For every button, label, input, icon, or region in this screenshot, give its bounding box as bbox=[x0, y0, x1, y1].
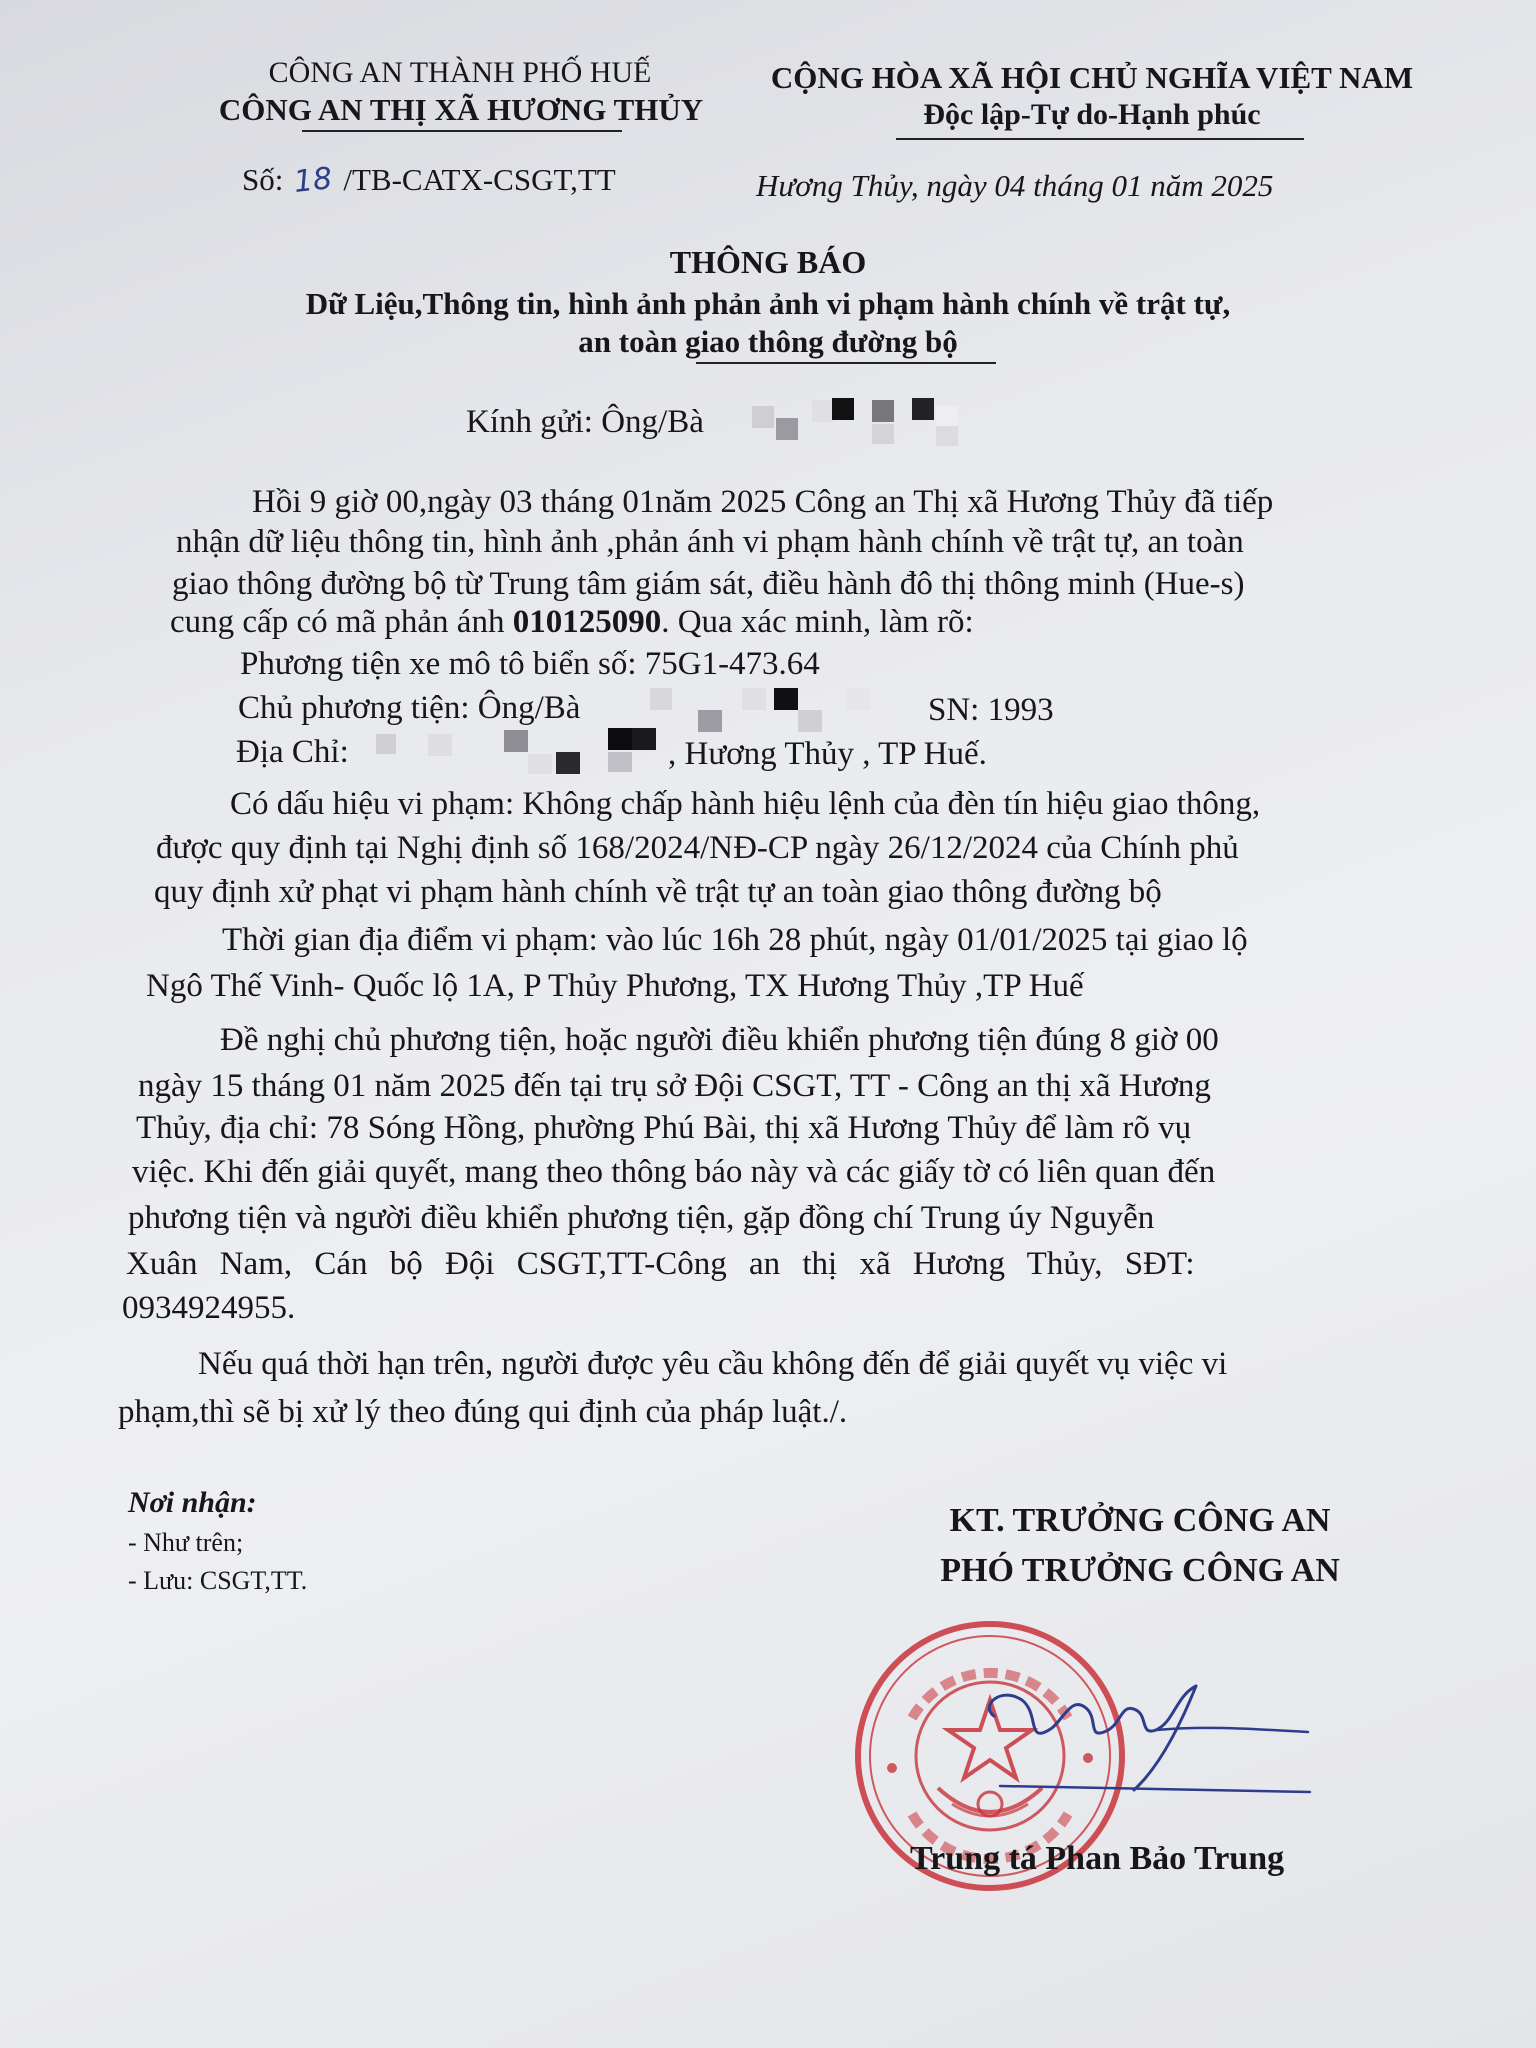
redaction-mosaic bbox=[752, 398, 980, 448]
body-line: Hồi 9 giờ 00,ngày 03 tháng 01năm 2025 Công an Thị xã Hương Thủy đã tiếp bbox=[252, 484, 1274, 520]
agency-name: CÔNG AN THỊ XÃ HƯƠNG THỦY bbox=[218, 92, 704, 127]
notice-subtitle-1: Dữ Liệu,Thông tin, hình ảnh phản ảnh vi phạm hành chính về trật tự, bbox=[305, 286, 1231, 321]
body-line: Thủy, địa chỉ: 78 Sóng Hồng, phường Phú Bài, thị xã Hương Thủy để làm rõ vụ bbox=[136, 1110, 1192, 1146]
body-text: . Qua xác minh, làm rõ: bbox=[661, 604, 974, 640]
body-line: phương tiện và người điều khiển phương tiện, gặp đồng chí Trung úy Nguyễn bbox=[128, 1200, 1155, 1236]
body-line: được quy định tại Nghị định số 168/2024/NĐ-CP ngày 26/12/2024 của Chính phủ bbox=[156, 830, 1239, 866]
redacted-owner-name bbox=[646, 684, 918, 736]
recipient-line: Kính gửi: Ông/Bà bbox=[466, 404, 704, 440]
body-line: việc. Khi đến giải quyết, mang theo thông báo này và các giấy tờ có liên quan đến bbox=[132, 1154, 1216, 1190]
vehicle-plate-line: Phương tiện xe mô tô biển số: 75G1-473.64 bbox=[240, 646, 820, 682]
title-underline bbox=[696, 362, 996, 364]
motto-underline bbox=[896, 138, 1304, 140]
redaction-mosaic bbox=[372, 724, 668, 780]
body-line: Có dấu hiệu vi phạm: Không chấp hành hiệu lệnh của đèn tín hiệu giao thông, bbox=[230, 786, 1261, 822]
owner-birth-year: SN: 1993 bbox=[928, 692, 1054, 728]
body-line bbox=[170, 604, 974, 641]
agency-underline bbox=[302, 130, 622, 132]
body-line: quy định xử phạt vi phạm hành chính về trật tự an toàn giao thông đường bộ bbox=[154, 874, 1162, 910]
body-text: cung cấp có mã phản ánh bbox=[170, 604, 513, 640]
signer-name: Trung tá Phan Bảo Trung bbox=[910, 1840, 1285, 1877]
notice-subtitle-2: an toàn giao thông đường bộ bbox=[578, 324, 958, 359]
signer-title-2: PHÓ TRƯỞNG CÔNG AN bbox=[940, 1552, 1340, 1589]
body-line: ngày 15 tháng 01 năm 2025 đến tại trụ sở Đội CSGT, TT - Công an thị xã Hương bbox=[138, 1068, 1211, 1104]
report-code: 010125090 bbox=[512, 604, 662, 640]
motto: Độc lập-Tự do-Hạnh phúc bbox=[923, 98, 1261, 131]
notice-title: THÔNG BÁO bbox=[669, 244, 867, 280]
redacted-address bbox=[372, 724, 668, 780]
doc-number-prefix: Số: bbox=[242, 162, 284, 197]
body-line: Thời gian địa điểm vi phạm: vào lúc 16h 28 phút, ngày 01/01/2025 tại giao lộ bbox=[222, 922, 1248, 958]
country-name: CỘNG HÒA XÃ HỘI CHỦ NGHĨA VIỆT NAM bbox=[770, 60, 1414, 95]
body-line: Xuân Nam, Cán bộ Đội CSGT,TT-Công an thị xã Hương Thủy, SĐT: bbox=[126, 1246, 1195, 1282]
doc-number-handwritten: 18 bbox=[292, 161, 335, 200]
signer-title-1: KT. TRƯỞNG CÔNG AN bbox=[949, 1502, 1331, 1539]
place-date: Hương Thủy, ngày 04 tháng 01 năm 2025 bbox=[756, 168, 1274, 203]
doc-number bbox=[242, 162, 616, 198]
officer-phone: 0934924955. bbox=[122, 1290, 296, 1326]
agency-parent: CÔNG AN THÀNH PHỐ HUẾ bbox=[268, 56, 652, 89]
body-line: giao thông đường bộ từ Trung tâm giám sát, điều hành đô thị thông minh (Hue-s) bbox=[172, 566, 1245, 602]
recipients-title: Nơi nhận: bbox=[128, 1486, 257, 1519]
address-locality: , Hương Thủy , TP Huế. bbox=[668, 736, 987, 772]
redacted-recipient-name bbox=[752, 398, 980, 448]
body-line: phạm,thì sẽ bị xử lý theo đúng qui định của pháp luật./. bbox=[118, 1394, 848, 1430]
redaction-mosaic bbox=[646, 684, 918, 736]
body-line: Ngô Thế Vinh- Quốc lộ 1A, P Thủy Phương, TX Hương Thủy ,TP Huế bbox=[146, 968, 1084, 1004]
handwritten-signature bbox=[960, 1656, 1320, 1806]
recipients-item: - Như trên; bbox=[128, 1528, 244, 1557]
address-label: Địa Chỉ: bbox=[236, 734, 349, 770]
doc-number-suffix: /TB-CATX-CSGT,TT bbox=[343, 162, 616, 197]
owner-line: Chủ phương tiện: Ông/Bà bbox=[238, 690, 581, 726]
recipients-item: - Lưu: CSGT,TT. bbox=[128, 1566, 308, 1595]
body-line: Đề nghị chủ phương tiện, hoặc người điều khiển phương tiện đúng 8 giờ 00 bbox=[220, 1022, 1219, 1058]
body-line: Nếu quá thời hạn trên, người được yêu cầu không đến để giải quyết vụ việc vi bbox=[198, 1346, 1228, 1382]
body-line: nhận dữ liệu thông tin, hình ảnh ,phản ánh vi phạm hành chính về trật tự, an toàn bbox=[176, 524, 1244, 560]
